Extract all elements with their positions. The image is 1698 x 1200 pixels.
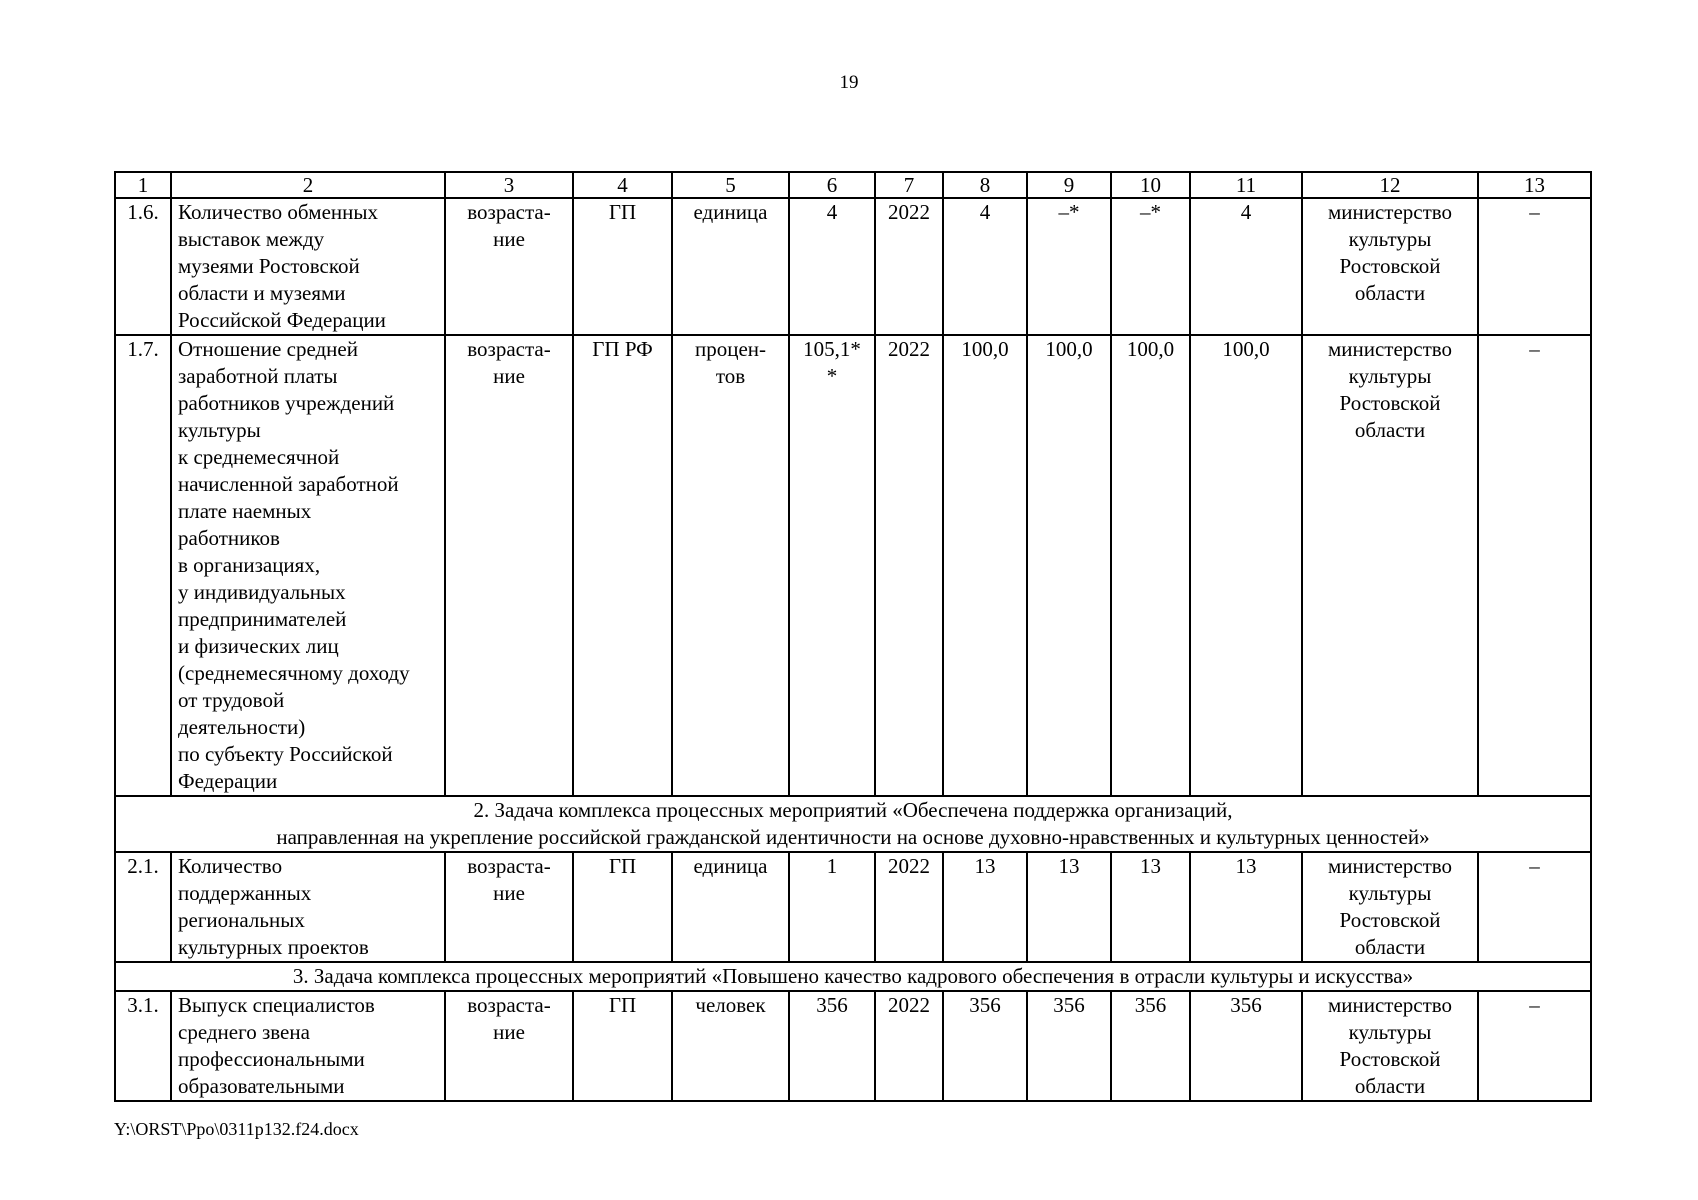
base-year-cell: 2022: [875, 991, 943, 1101]
value-cell: 100,0: [943, 335, 1027, 796]
column-number: 7: [875, 172, 943, 198]
value-cell: 4: [1190, 198, 1302, 335]
page-number: 19: [839, 72, 859, 93]
column-number: 2: [171, 172, 445, 198]
column-number-row: [115, 172, 1591, 198]
row-number: 1.7.: [115, 335, 171, 796]
column-number: 3: [445, 172, 573, 198]
level-cell: ГП РФ: [573, 335, 672, 796]
row-number: 1.6.: [115, 198, 171, 335]
table-row: [115, 852, 1591, 962]
indicators-table: [114, 171, 1592, 1102]
value-cell: –*: [1111, 198, 1190, 335]
trend-cell: возраста- ние: [445, 991, 573, 1101]
indicator-name: Отношение средней заработной платы работников учреждений культуры к среднемесячной начисленной заработной плате наемных работников в организациях, у индивидуальных предпринимателей и физических лиц (среднемесячному доходу от трудовой деятельности) по субъекту Российской Федерации: [171, 335, 445, 796]
column-number: 9: [1027, 172, 1111, 198]
value-cell: 100,0: [1027, 335, 1111, 796]
trend-cell: возраста- ние: [445, 198, 573, 335]
responsible-cell: министерство культуры Ростовской области: [1302, 991, 1478, 1101]
section-2-title: 2. Задача комплекса процессных мероприятий «Обеспечена поддержка организаций, направленная на укрепление российской гражданской идентичности на основе духовно-нравственных и культурных ценностей»: [115, 796, 1591, 852]
column-number: 13: [1478, 172, 1591, 198]
value-cell: 4: [943, 198, 1027, 335]
level-cell: ГП: [573, 852, 672, 962]
table-row: [115, 335, 1591, 796]
note-cell: –: [1478, 198, 1591, 335]
value-cell: 356: [1027, 991, 1111, 1101]
unit-cell: процен- тов: [672, 335, 789, 796]
note-cell: –: [1478, 335, 1591, 796]
base-year-cell: 2022: [875, 852, 943, 962]
value-cell: 13: [943, 852, 1027, 962]
value-cell: 13: [1111, 852, 1190, 962]
trend-cell: возраста- ние: [445, 335, 573, 796]
unit-cell: человек: [672, 991, 789, 1101]
value-cell: 100,0: [1111, 335, 1190, 796]
column-number: 11: [1190, 172, 1302, 198]
column-number: 5: [672, 172, 789, 198]
base-year-cell: 2022: [875, 335, 943, 796]
trend-cell: возраста- ние: [445, 852, 573, 962]
value-cell: 356: [1111, 991, 1190, 1101]
value-cell: 13: [1190, 852, 1302, 962]
level-cell: ГП: [573, 198, 672, 335]
responsible-cell: министерство культуры Ростовской области: [1302, 852, 1478, 962]
base-value-cell: 105,1* *: [789, 335, 875, 796]
row-number: 2.1.: [115, 852, 171, 962]
note-cell: –: [1478, 852, 1591, 962]
indicator-name: Количество обменных выставок между музеями Ростовской области и музеями Российской Федерации: [171, 198, 445, 335]
column-number: 8: [943, 172, 1027, 198]
indicator-name: Количество поддержанных региональных культурных проектов: [171, 852, 445, 962]
base-value-cell: 356: [789, 991, 875, 1101]
level-cell: ГП: [573, 991, 672, 1101]
note-cell: –: [1478, 991, 1591, 1101]
base-year-cell: 2022: [875, 198, 943, 335]
base-value-cell: 1: [789, 852, 875, 962]
responsible-cell: министерство культуры Ростовской области: [1302, 198, 1478, 335]
section-3-title: 3. Задача комплекса процессных мероприятий «Повышено качество кадрового обеспечения в отрасли культуры и искусства»: [115, 962, 1591, 991]
column-number: 10: [1111, 172, 1190, 198]
value-cell: 356: [1190, 991, 1302, 1101]
column-number: 12: [1302, 172, 1478, 198]
value-cell: 13: [1027, 852, 1111, 962]
column-number: 4: [573, 172, 672, 198]
table-row: [115, 198, 1591, 335]
indicator-name: Выпуск специалистов среднего звена профессиональными образовательными: [171, 991, 445, 1101]
value-cell: 356: [943, 991, 1027, 1101]
responsible-cell: министерство культуры Ростовской области: [1302, 335, 1478, 796]
value-cell: 100,0: [1190, 335, 1302, 796]
unit-cell: единица: [672, 198, 789, 335]
section-header-row: [115, 796, 1591, 852]
column-number: 1: [115, 172, 171, 198]
base-value-cell: 4: [789, 198, 875, 335]
value-cell: –*: [1027, 198, 1111, 335]
section-header-row: [115, 962, 1591, 991]
row-number: 3.1.: [115, 991, 171, 1101]
footer-file-path: Y:\ORST\Ppo\0311p132.f24.docx: [114, 1119, 359, 1139]
column-number: 6: [789, 172, 875, 198]
unit-cell: единица: [672, 852, 789, 962]
table-row: [115, 991, 1591, 1101]
